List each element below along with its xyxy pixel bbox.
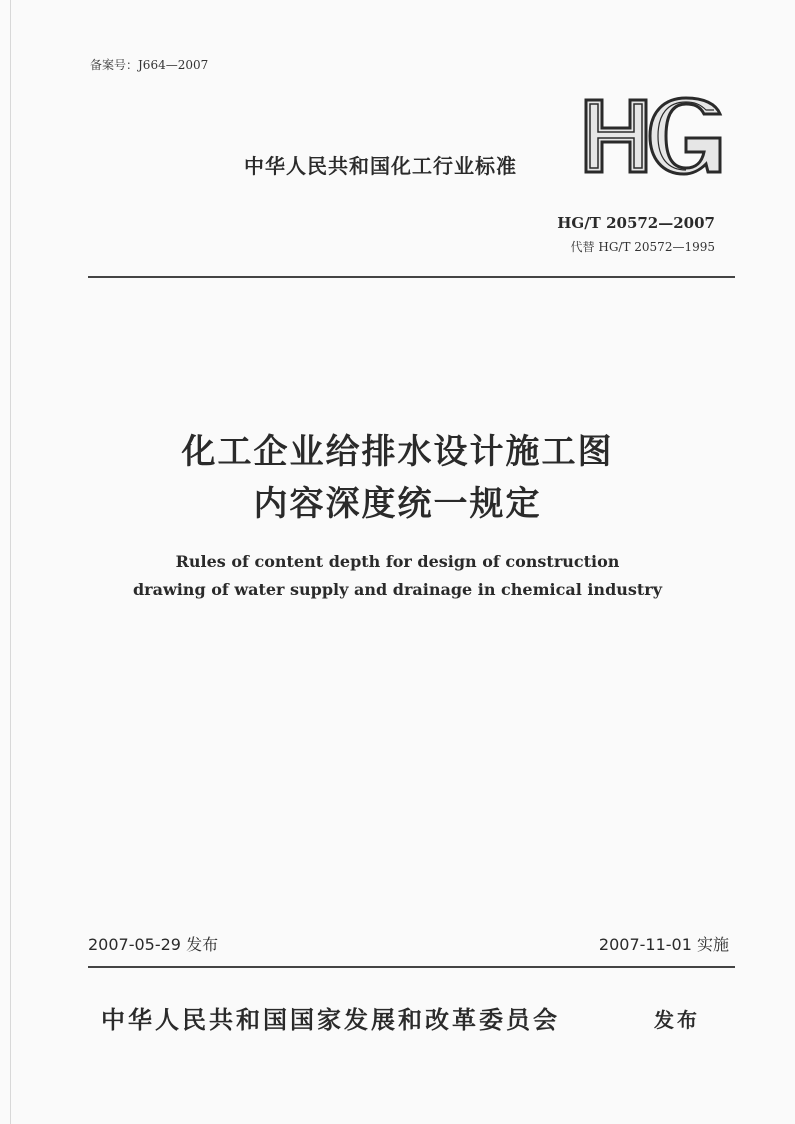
replaces-code: 代替 HG/T 20572—1995 [570, 240, 715, 254]
title-zh-line1: 化工企业给排水设计施工图 [181, 432, 614, 472]
issuer-line: 中华人民共和国化工行业标准 [244, 154, 517, 178]
publisher-name: 中华人民共和国国家发展和改革委员会 [101, 1006, 560, 1034]
bottom-divider [88, 966, 735, 968]
record-number: 备案号：J664—2007 [90, 58, 209, 72]
implement-date: 2007-11-01 实施 [598, 935, 729, 954]
publish-date: 2007-05-29 发布 [88, 935, 219, 954]
title-en-line1: Rules of content depth for design of construction [175, 552, 620, 571]
hg-logo-icon [582, 96, 724, 176]
title-zh-line2: 内容深度统一规定 [253, 484, 542, 524]
standard-code: HG/T 20572—2007 [557, 214, 715, 232]
top-divider [88, 276, 735, 278]
title-en-line2: drawing of water supply and drainage in chemical industry [132, 580, 663, 599]
publish-word: 发布 [654, 1008, 700, 1032]
